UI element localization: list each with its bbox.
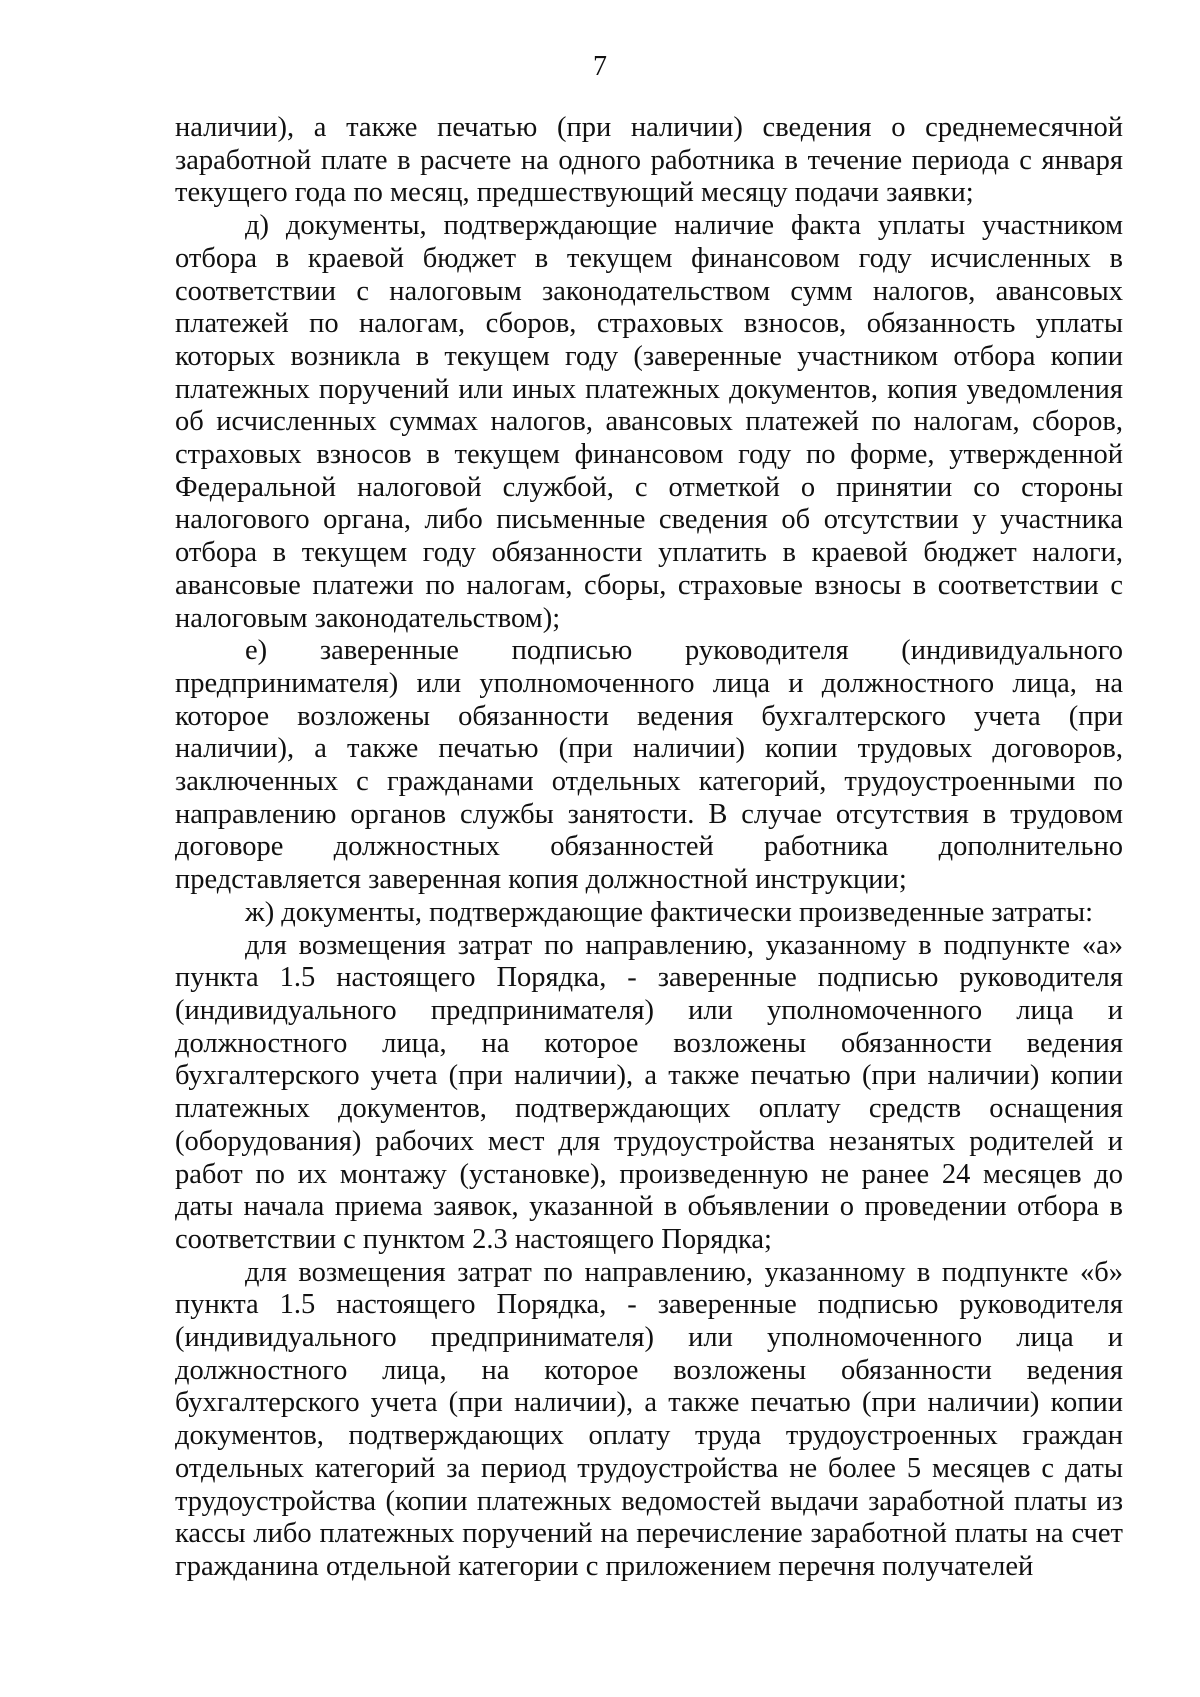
paragraph-item-zh: ж) документы, подтверждающие фактически произведенные затраты: bbox=[245, 896, 1094, 928]
paragraph-item-e: е) заверенные подписью руководителя (индивидуального предпринимателя) или уполномоченного лица и должностного лица, на которое возложены обязанности ведения бухгалтерского учета (при наличии), а также печатью (при наличии) копии трудовых договоров, заключенных с гражданами отдельных категорий, трудоустроенными по направлению органов службы занятости. В случае отсутствия в трудовом договоре должностных обязанностей работника дополнительно представляется заверенная копия должностной инструкции; bbox=[175, 635, 1123, 896]
paragraph-continued: наличии), а также печатью (при наличии) сведения о среднемесячной заработной плате в расчете на одного работника в течение периода с января текущего года по месяц, предшествующий месяцу подачи заявки; bbox=[175, 112, 1123, 209]
document-body bbox=[175, 112, 1123, 1584]
paragraph-direction-a: для возмещения затрат по направлению, указанному в подпункте «а» пункта 1.5 настоящего Порядка, - заверенные подписью руководителя (индивидуального предпринимателя) или уполномоченного лица и должностного лица, на которое возложены обязанности ведения бухгалтерского учета (при наличии), а также печатью (при наличии) копии платежных документов, подтверждающих оплату средств оснащения (оборудования) рабочих мест для трудоустройства незанятых родителей и работ по их монтажу (установке), произведенную не ранее 24 месяцев до даты начала приема заявок, указанной в объявлении о проведении отбора в соответствии с пунктом 2.3 настоящего Порядка; bbox=[175, 929, 1123, 1255]
paragraph-item-d: д) документы, подтверждающие наличие факта уплаты участником отбора в краевой бюджет в текущем финансовом году исчисленных в соответствии с налоговым законодательством сумм налогов, авансовых платежей по налогам, сборов, страховых взносов, обязанность уплаты которых возникла в текущем году (заверенные участником отбора копии платежных поручений или иных платежных документов, копия уведомления об исчисленных суммах налогов, авансовых платежей по налогам, сборов, страховых взносов в текущем финансовом году по форме, утвержденной Федеральной налоговой службой, с отметкой о принятии со стороны налогового органа, либо письменные сведения об отсутствии у участника отбора в текущем году обязанности уплатить в краевой бюджет налоги, авансовые платежи по налогам, сборы, страховые взносы в соответствии с налоговым законодательством); bbox=[175, 210, 1123, 634]
page-number: 7 bbox=[593, 51, 607, 82]
paragraph-direction-b: для возмещения затрат по направлению, указанному в подпункте «б» пункта 1.5 настоящего Порядка, - заверенные подписью руководителя (индивидуального предпринимателя) или уполномоченного лица и должностного лица, на которое возложены обязанности ведения бухгалтерского учета (при наличии), а также печатью (при наличии) копии документов, подтверждающих оплату труда трудоустроенных граждан отдельных категорий за период трудоустройства не более 5 месяцев с даты трудоустройства (копии платежных ведомостей выдачи заработной платы из кассы либо платежных поручений на перечисление заработной платы на счет гражданина отдельной категории с приложением перечня получателей bbox=[175, 1256, 1123, 1582]
